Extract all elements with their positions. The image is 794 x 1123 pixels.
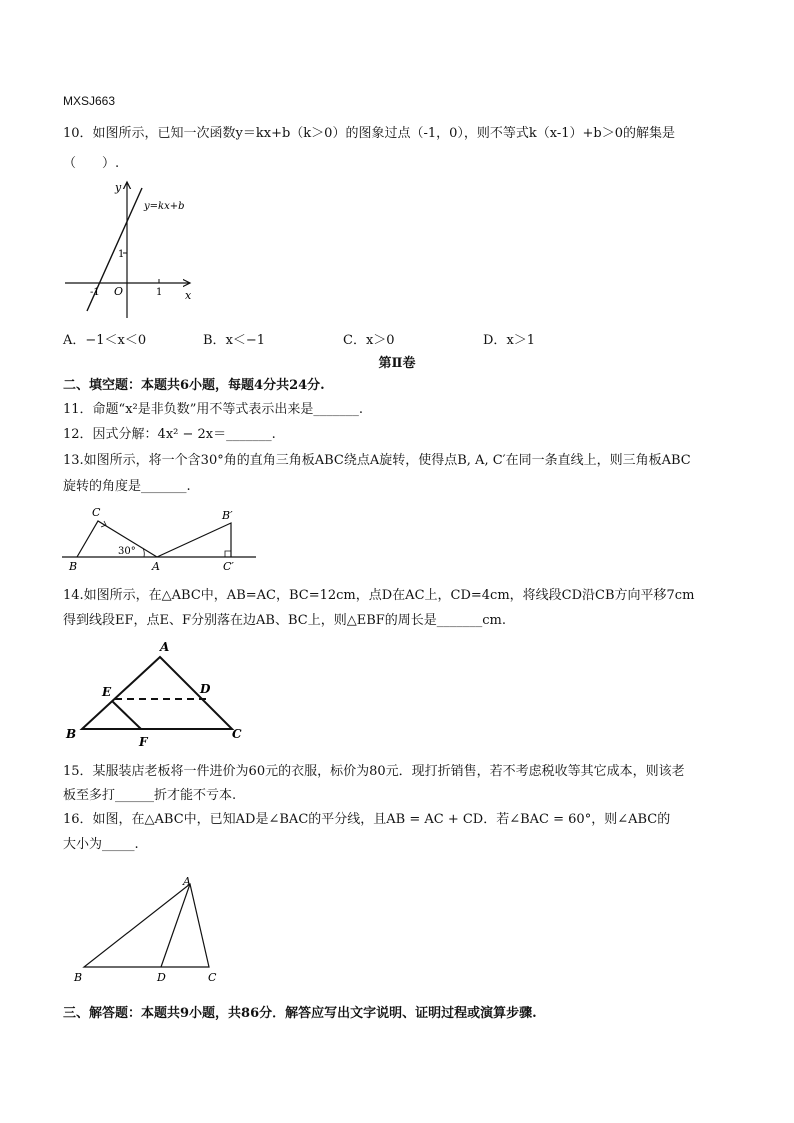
q13-triangle-abc [77,521,157,557]
q13-angle-label: 30° [118,546,136,557]
q10-origin-label: O [114,285,124,298]
q14-text-2: 得到线段EF，点E、F分别落在边AB、BC上，则△EBF的周长是_______cm. [63,613,507,628]
q13-triangle-ab2c2 [157,523,231,557]
q14-label-f: F [139,735,148,749]
q14-figure [60,638,260,750]
q16-text-2: 大小为_____. [63,837,139,852]
q10-text: 10．如图所示，已知一次函数y＝kx+b（k＞0）的图象过点（-1，0），则不等式k（x-1）+b＞0的解集是 [63,126,676,141]
q13-label-a: A [152,560,160,573]
q13-label-b2: B′ [222,509,233,522]
q16-label-d: D [157,971,166,984]
q16-figure [60,870,235,988]
q11-text: 11．命题“x²是非负数”用不等式表示出来是_______. [63,402,364,417]
q14-label-a: A [160,640,170,654]
q14-segment-ef [112,701,141,729]
q13-text: 13.如图所示，将一个含30°角的直角三角板ABC绕点A旋转，使得点B, A, C′在同一条直线上，则三角板ABC [63,453,691,468]
q13-text-2: 旋转的角度是_______. [63,479,191,494]
q10-one-y-label: 1 [118,249,125,260]
q10-figure [60,176,200,321]
q16-text: 16．如图，在△ABC中，已知AD是∠BAC的平分线，且AB = AC + CD．若∠BAC = 60°，则∠ABC的 [63,812,671,827]
q10-option-c: C．x＞0 [343,333,395,348]
section3-title: 三、解答题：本题共9小题，共86分．解答应写出文字说明、证明过程或演算步骤. [63,1006,537,1021]
q13-label-b: B [69,560,78,573]
q12-text: 12．因式分解：4x² − 2x＝_______. [63,427,276,442]
q16-bisector-ad [161,884,190,967]
q10-neg-one-label: -1 [90,287,100,298]
q15-text: 15．某服装店老板将一件进价为60元的衣服，标价为80元．现打折销售，若不考虑税收等其它成本，则该老 [63,764,685,779]
q14-label-b: B [66,727,77,741]
q14-label-e: E [102,685,112,699]
q10-option-a: A．−1＜x＜0 [63,333,147,348]
part2-title: 第Ⅱ卷 [378,356,416,371]
doc-code: MXSJ663 [63,94,116,108]
q10-line-label: y=kx+b [144,201,185,212]
q10-option-d: D．x＞1 [483,333,536,348]
q13-right-mark-c2 [225,551,231,557]
q16-triangle-abc [84,884,209,967]
q14-label-d: D [200,682,211,696]
section2-title: 二、填空题：本题共6小题，每题4分共24分. [63,378,325,393]
q10-x-label: x [185,289,192,302]
q10-one-x-label: 1 [156,287,163,298]
q16-label-b: B [74,971,83,984]
q10-option-b: B．x＜−1 [203,333,266,348]
q14-text: 14.如图所示，在△ABC中，AB=AC，BC=12cm，点D在AC上，CD=4cm，将线段CD沿CB方向平移7cm [63,588,695,603]
q15-text-2: 板至多打______折才能不亏本. [63,788,237,803]
q13-label-c2: C′ [223,560,234,573]
q13-figure [60,502,260,574]
q10-bracket: （ ）. [63,156,120,171]
q13-label-c: C [92,506,101,519]
q14-label-c: C [232,727,242,741]
q16-label-c: C [208,971,217,984]
q10-y-label: y [115,181,122,194]
q16-label-a: A [183,875,191,888]
